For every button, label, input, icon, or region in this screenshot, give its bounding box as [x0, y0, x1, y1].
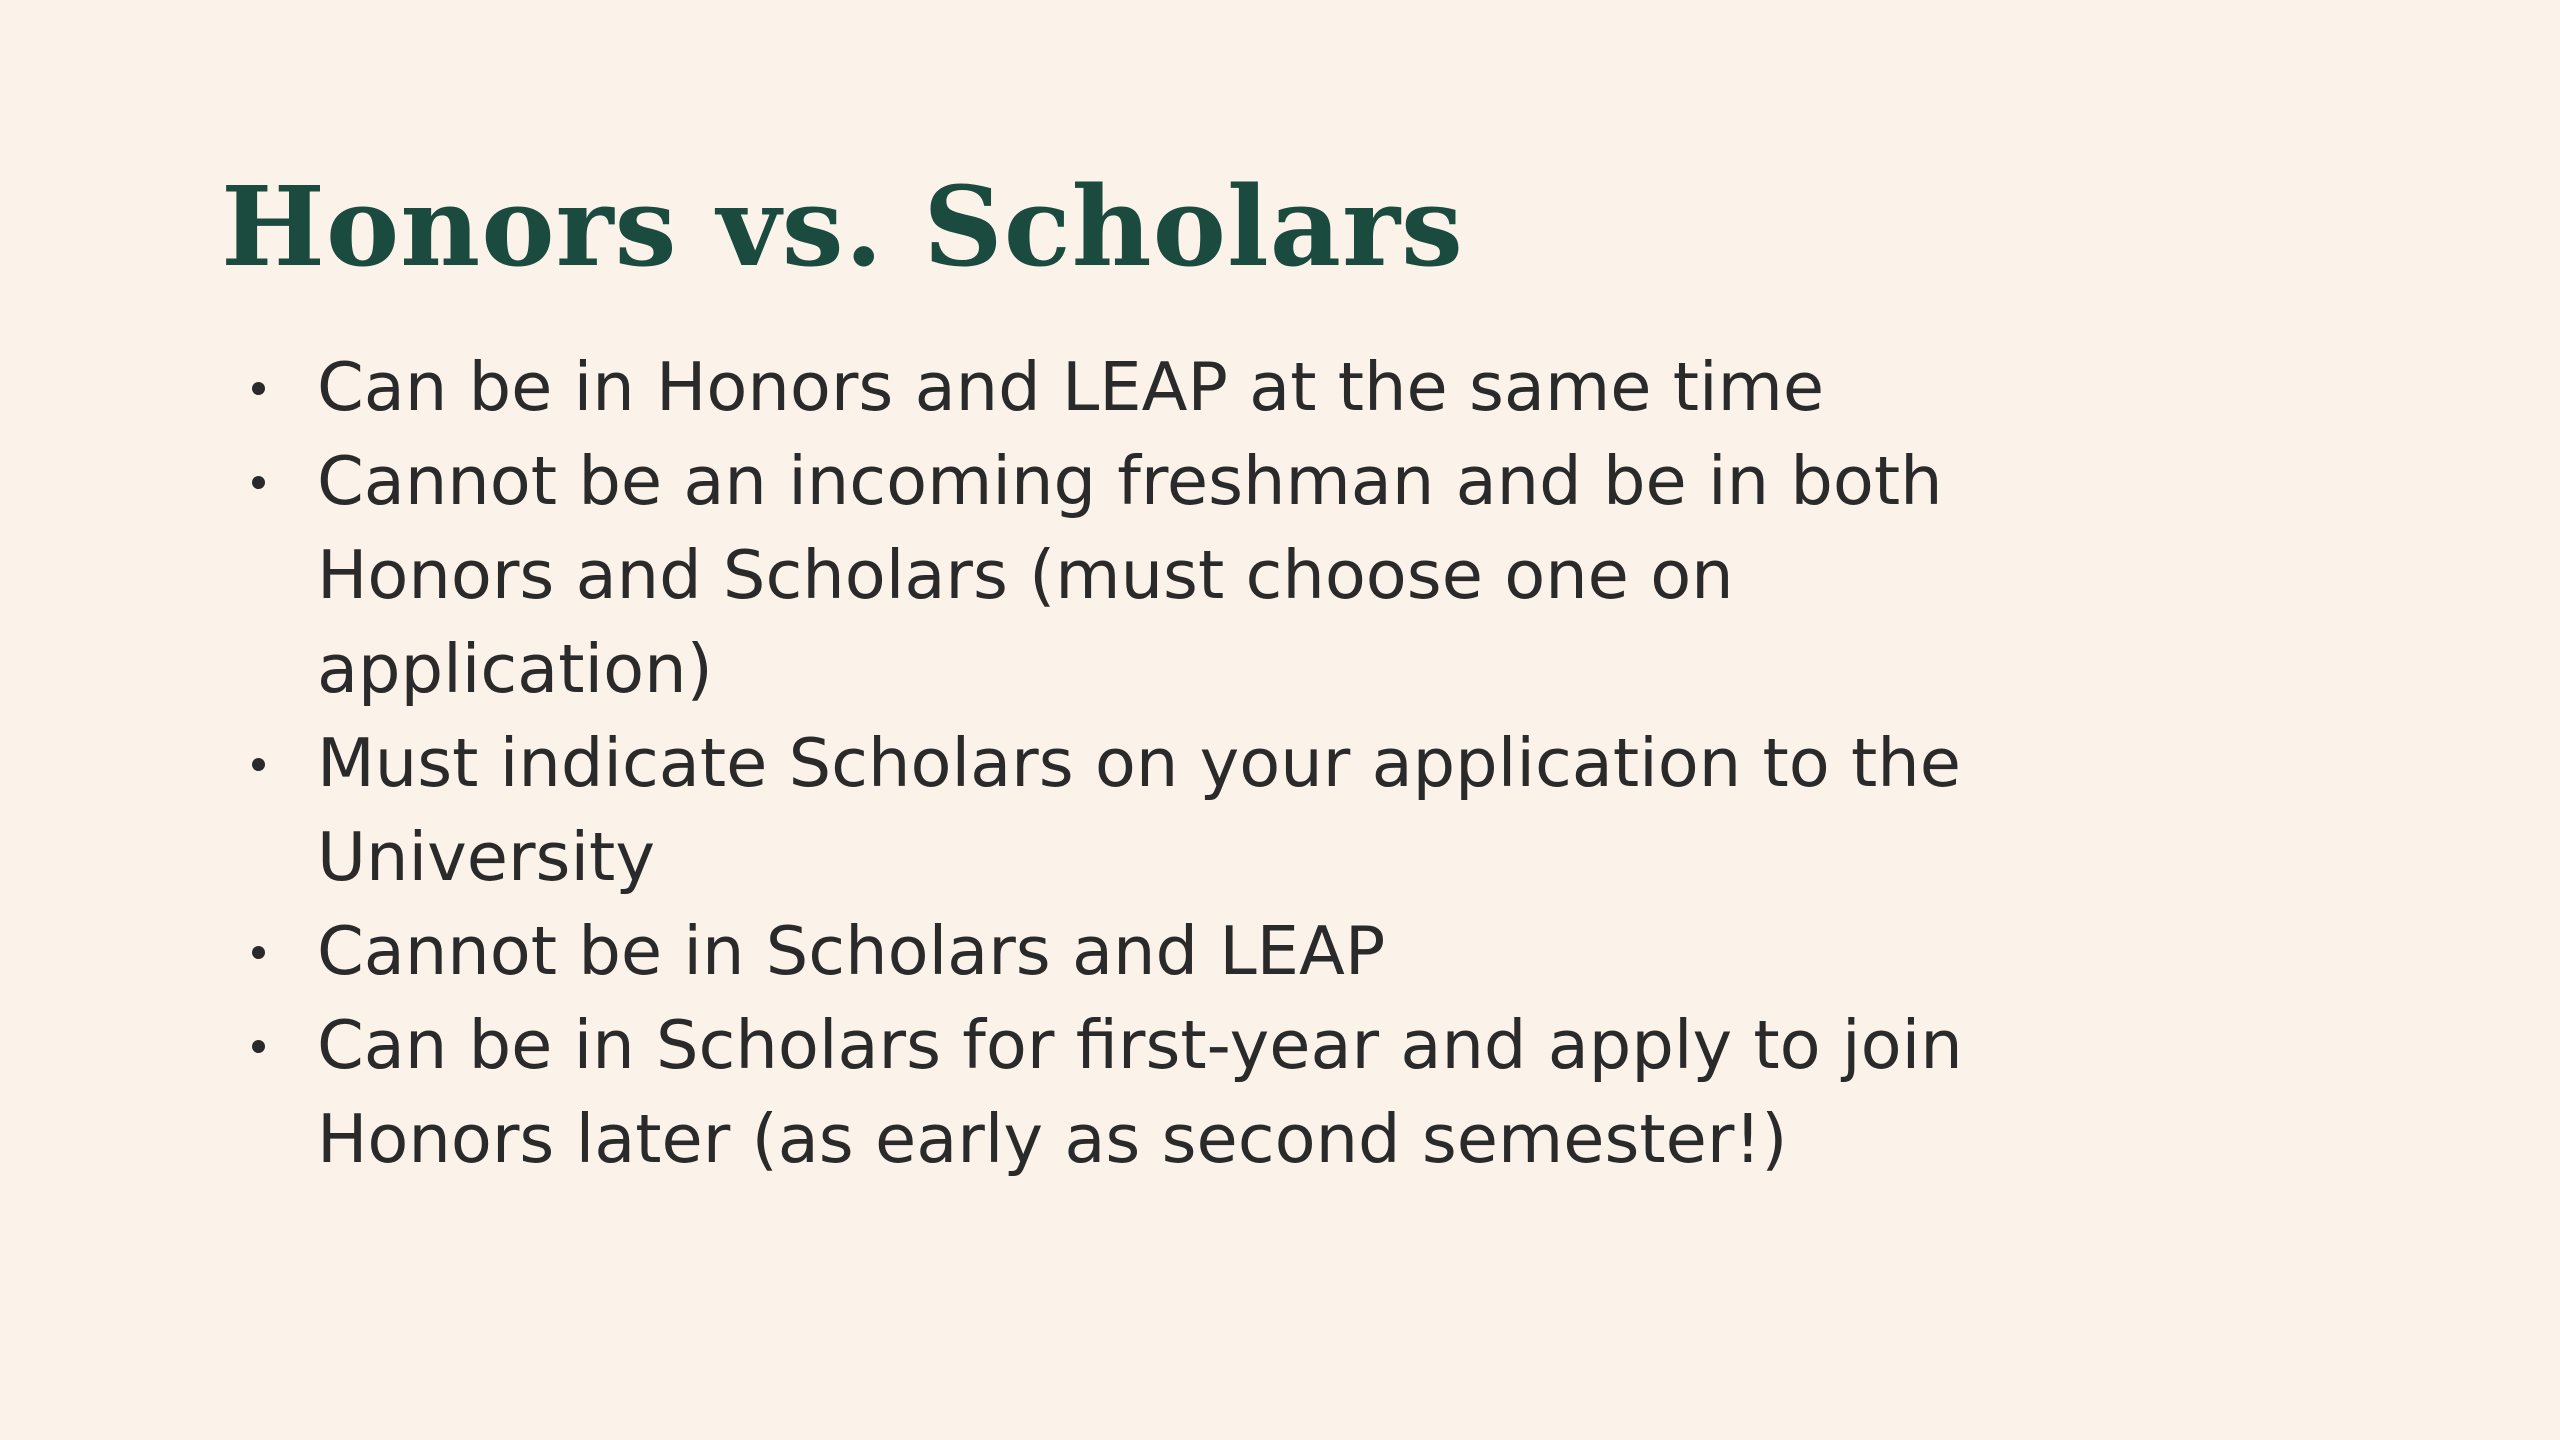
bullet-line: application) [317, 630, 713, 708]
bullet-item [0, 904, 2400, 998]
bullet-item [0, 434, 2400, 716]
bullet-item [0, 340, 2400, 434]
bullet-list [0, 340, 2400, 1186]
slide-title: Honors vs. Scholars [221, 162, 1464, 291]
bullet-line: Cannot be an incoming freshman and be in both [317, 442, 1943, 520]
bullet-line: Cannot be in Scholars and LEAP [317, 912, 1386, 990]
bullet-item [0, 716, 2400, 904]
bullet-item [0, 998, 2400, 1186]
bullet-dot-icon [252, 758, 265, 771]
bullet-dot-icon [252, 1040, 265, 1053]
bullet-line: Can be in Honors and LEAP at the same time [317, 348, 1825, 426]
bullet-dot-icon [252, 476, 265, 489]
bullet-dot-icon [252, 946, 265, 959]
bullet-line: University [317, 818, 655, 896]
bullet-line: Honors later (as early as second semester!) [317, 1100, 1788, 1178]
bullet-line: Honors and Scholars (must choose one on [317, 536, 1734, 614]
bullet-line: Must indicate Scholars on your application to the [317, 724, 1961, 802]
bullet-line: Can be in Scholars for first-year and apply to join [317, 1006, 1963, 1084]
bullet-dot-icon [252, 382, 265, 395]
